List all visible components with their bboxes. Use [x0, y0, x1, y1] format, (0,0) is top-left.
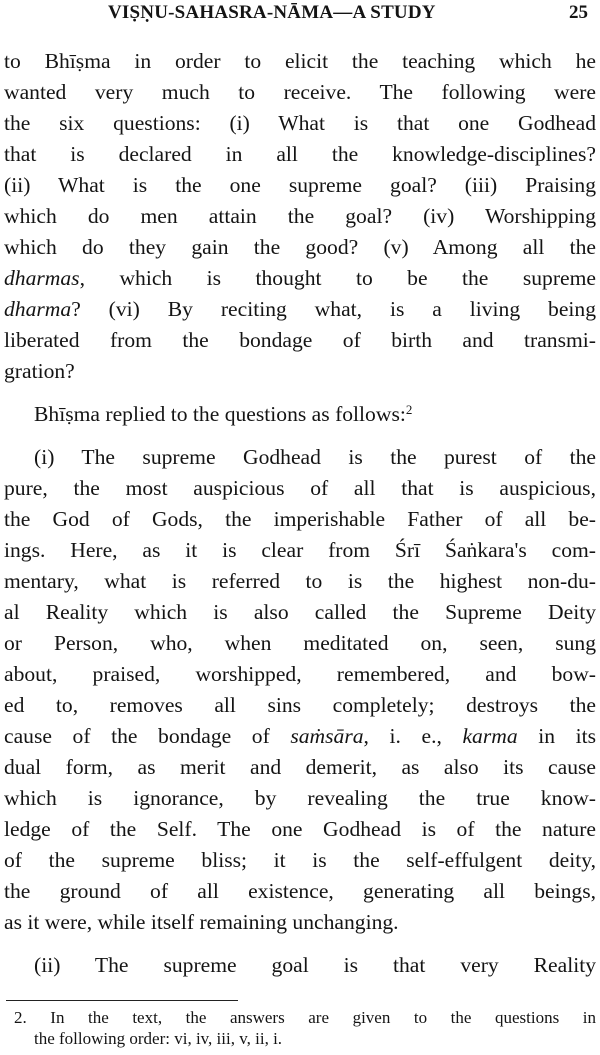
text-line: dharmas, which is thought to be the supreme: [4, 266, 596, 290]
text-line: as it were, while itself remaining unchanging.: [4, 910, 399, 934]
text-line: cause of the bondage of saṁsāra, i. e., karma in its: [4, 724, 596, 748]
body-text: [4, 46, 596, 981]
text-line: liberated from the bondage of birth and transmi-: [4, 328, 596, 352]
text-line: of the supreme bliss; it is the self-effulgent deity,: [4, 848, 596, 872]
text-line-content: Bhīṣma replied to the questions as follows:: [34, 402, 406, 426]
text-line: which do men attain the goal? (iv) Worshipping: [4, 204, 596, 228]
text-line: about, praised, worshipped, remembered, and bow-: [4, 662, 596, 686]
footnote-line: the following order: vi, iv, iii, v, ii, i.: [34, 1029, 283, 1048]
footnote-marker: 2: [405, 402, 413, 417]
text-line: ledge of the Self. The one Godhead is of the nature: [4, 817, 596, 841]
text-line: wanted very much to receive. The following were: [4, 80, 596, 104]
footnote-rule: [6, 1000, 238, 1001]
paragraph-gap: [4, 938, 596, 950]
text-line: the six questions: (i) What is that one Godhead: [4, 111, 596, 135]
footnote-line: 2. In the text, the answers are given to the questions in: [14, 1008, 596, 1027]
text-line: the God of Gods, the imperishable Father of all be-: [4, 507, 596, 531]
text-line: gration?: [4, 359, 75, 383]
footnote: [14, 1007, 596, 1049]
text-line: which is ignorance, by revealing the true know-: [4, 786, 596, 810]
text-line: ed to, removes all sins completely; destroys the: [4, 693, 596, 717]
text-line: that is declared in all the knowledge-disciplines?: [4, 142, 596, 166]
text-line: (ii) What is the one supreme goal? (iii) Praising: [4, 173, 596, 197]
text-line: (i) The supreme Godhead is the purest of the: [34, 445, 596, 469]
text-line: pure, the most auspicious of all that is auspicious,: [4, 476, 596, 500]
text-line: the ground of all existence, generating all beings,: [4, 879, 596, 903]
text-line: ings. Here, as it is clear from Śrī Śaṅkara's com-: [4, 538, 596, 562]
text-line: which do they gain the good? (v) Among all the: [4, 235, 596, 259]
paragraph-gap: [4, 430, 596, 442]
text-line: mentary, what is referred to is the highest non-du-: [4, 569, 596, 593]
text-line: or Person, who, when meditated on, seen, sung: [4, 631, 596, 655]
running-title: VIṢṆU-SAHASRA-NĀMA—A STUDY: [108, 2, 436, 23]
text-line: dharma? (vi) By reciting what, is a living being: [4, 297, 596, 321]
text-line: [4, 399, 596, 430]
paragraph-gap: [4, 387, 596, 399]
text-line: dual form, as merit and demerit, as also its cause: [4, 755, 596, 779]
running-header: [0, 2, 600, 28]
text-line: al Reality which is also called the Supreme Deity: [4, 600, 596, 624]
page-number: 25: [569, 2, 588, 23]
text-line: to Bhīṣma in order to elicit the teaching which he: [4, 49, 596, 73]
text-line: (ii) The supreme goal is that very Reality: [34, 953, 596, 977]
